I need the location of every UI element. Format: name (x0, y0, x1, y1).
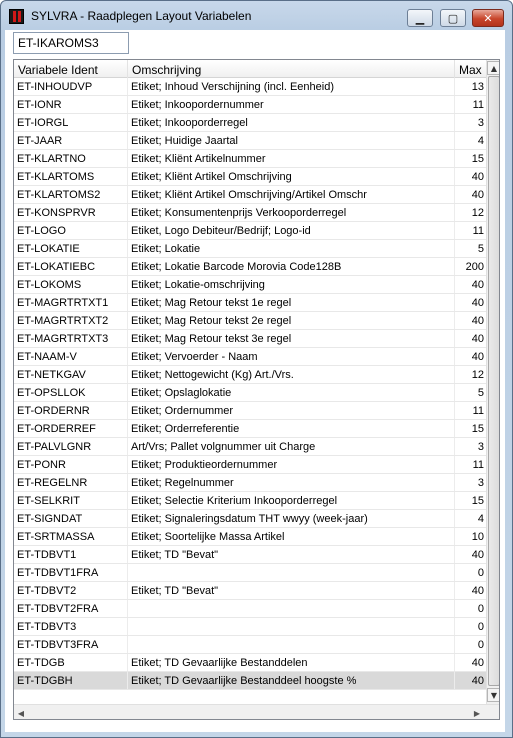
scroll-right-button[interactable]: ▶ (473, 708, 481, 718)
cell-max: 0 (477, 567, 484, 579)
cell-max: 0 (477, 621, 484, 633)
cell-description: Etiket; Ordernummer (128, 402, 455, 419)
cell-ident: ET-MAGRTRTXT3 (14, 330, 128, 347)
cell-max: 5 (477, 387, 484, 399)
cell-description: Etiket; TD "Bevat" (128, 582, 455, 599)
cell-description: Etiket; Soortelijke Massa Artikel (128, 528, 455, 545)
cell-ident: ET-SIGNDAT (14, 510, 128, 527)
cell-ident: ET-ORDERREF (14, 420, 128, 437)
cell-max: 200 (465, 261, 484, 273)
cell-max: 40 (471, 675, 484, 687)
table-row[interactable] (14, 474, 486, 492)
cell-description: Etiket; Kliënt Artikelnummer (128, 150, 455, 167)
table-row[interactable] (14, 294, 486, 312)
cell-description: Etiket; TD Gevaarlijke Bestanddelen (128, 654, 455, 671)
table-row[interactable] (14, 312, 486, 330)
cell-description: Etiket; TD Gevaarlijke Bestanddeel hoogste % (128, 672, 455, 689)
cell-description: Etiket; Mag Retour tekst 3e regel (128, 330, 455, 347)
cell-max: 11 (472, 405, 484, 417)
cell-ident: ET-PONR (14, 456, 128, 473)
cell-description: Etiket; Produktieordernummer (128, 456, 455, 473)
cell-max: 12 (471, 369, 484, 381)
horizontal-scrollbar[interactable] (14, 704, 500, 720)
cell-ident: ET-LOKOMS (14, 276, 128, 293)
table-row[interactable] (14, 528, 486, 546)
scroll-left-button[interactable]: ◀ (17, 708, 25, 718)
table-row[interactable] (14, 492, 486, 510)
table-row[interactable] (14, 672, 486, 690)
variables-table (13, 59, 500, 720)
cell-max: 13 (471, 81, 484, 93)
cell-description: Etiket; Opslaglokatie (128, 384, 455, 401)
cell-ident: ET-TDGB (14, 654, 128, 671)
table-body (14, 78, 486, 690)
maximize-button[interactable]: ▢ (440, 9, 466, 27)
cell-description: Etiket; Kliënt Artikel Omschrijving/Artikel Omschr (128, 186, 455, 203)
app-logo-icon (9, 9, 24, 24)
cell-max: 40 (471, 585, 484, 597)
cell-max: 40 (471, 657, 484, 669)
cell-max: 3 (477, 117, 484, 129)
table-header (14, 60, 486, 78)
cell-description: Etiket; Selectie Kriterium Inkooporderregel (128, 492, 455, 509)
table-row[interactable] (14, 240, 486, 258)
cell-ident: ET-SELKRIT (14, 492, 128, 509)
cell-description: Etiket; Mag Retour tekst 1e regel (128, 294, 455, 311)
cell-max: 4 (477, 513, 484, 525)
table-row[interactable] (14, 618, 486, 636)
table-row[interactable] (14, 438, 486, 456)
table-row[interactable] (14, 510, 486, 528)
table-row[interactable] (14, 186, 486, 204)
table-row[interactable] (14, 546, 486, 564)
cell-max: 3 (477, 441, 484, 453)
cell-ident: ET-INHOUDVP (14, 78, 128, 95)
table-row[interactable] (14, 276, 486, 294)
cell-max: 15 (471, 495, 484, 507)
cell-ident: ET-KONSPRVR (14, 204, 128, 221)
cell-ident: ET-MAGRTRTXT2 (14, 312, 128, 329)
column-header-ident[interactable]: Variabele Ident (14, 60, 128, 78)
cell-description: Art/Vrs; Pallet volgnummer uit Charge (128, 438, 455, 455)
cell-description: Etiket; Regelnummer (128, 474, 455, 491)
cell-ident: ET-IONR (14, 96, 128, 113)
table-row[interactable] (14, 96, 486, 114)
cell-max: 10 (471, 531, 484, 543)
cell-description: Etiket; Orderreferentie (128, 420, 455, 437)
column-header-max[interactable]: Max (459, 63, 482, 77)
table-row[interactable] (14, 420, 486, 438)
cell-max: 3 (477, 477, 484, 489)
cell-description (128, 564, 455, 581)
close-button[interactable]: ✕ (472, 9, 504, 27)
table-row[interactable] (14, 114, 486, 132)
cell-max: 40 (471, 189, 484, 201)
table-row[interactable] (14, 564, 486, 582)
cell-ident: ET-REGELNR (14, 474, 128, 491)
cell-ident: ET-TDBVT1FRA (14, 564, 128, 581)
cell-ident: ET-TDGBH (14, 672, 128, 689)
cell-max: 15 (471, 423, 484, 435)
cell-ident: ET-KLARTNO (14, 150, 128, 167)
cell-description (128, 618, 455, 635)
cell-ident: ET-KLARTOMS (14, 168, 128, 185)
cell-ident: ET-NETKGAV (14, 366, 128, 383)
cell-ident: ET-IORGL (14, 114, 128, 131)
table-row[interactable] (14, 258, 486, 276)
cell-description: Etiket; Signaleringsdatum THT wwyy (week-jaar) (128, 510, 455, 527)
cell-ident: ET-LOKATIE (14, 240, 128, 257)
table-row[interactable] (14, 456, 486, 474)
cell-ident: ET-TDBVT2FRA (14, 600, 128, 617)
cell-description: Etiket; Mag Retour tekst 2e regel (128, 312, 455, 329)
cell-description (128, 636, 455, 653)
cell-max: 4 (477, 135, 484, 147)
cell-max: 40 (471, 315, 484, 327)
cell-description: Etiket; Inkoopordernummer (128, 96, 455, 113)
table-row[interactable] (14, 636, 486, 654)
cell-max: 40 (471, 351, 484, 363)
table-row[interactable] (14, 78, 486, 96)
table-row[interactable] (14, 600, 486, 618)
cell-max: 0 (477, 603, 484, 615)
cell-ident: ET-TDBVT1 (14, 546, 128, 563)
cell-description: Etiket; Inhoud Verschijning (incl. Eenheid) (128, 78, 455, 95)
cell-max: 15 (471, 153, 484, 165)
scroll-up-button[interactable]: ▲ (487, 61, 500, 75)
table-row[interactable] (14, 348, 486, 366)
cell-max: 0 (477, 639, 484, 651)
cell-description: Etiket; Lokatie (128, 240, 455, 257)
cell-ident: ET-SRTMASSA (14, 528, 128, 545)
cell-max: 11 (472, 99, 484, 111)
table-row[interactable] (14, 366, 486, 384)
cell-max: 40 (471, 297, 484, 309)
cell-description: Etiket; Huidige Jaartal (128, 132, 455, 149)
cell-max: 40 (471, 549, 484, 561)
cell-max: 5 (477, 243, 484, 255)
table-row[interactable] (14, 402, 486, 420)
cell-description: Etiket, Logo Debiteur/Bedrijf; Logo-id (128, 222, 455, 239)
cell-description: Etiket; Nettogewicht (Kg) Art./Vrs. (128, 366, 455, 383)
table-row[interactable] (14, 582, 486, 600)
cell-ident: ET-TDBVT2 (14, 582, 128, 599)
cell-description: Etiket; Lokatie Barcode Morovia Code128B (128, 258, 455, 275)
cell-max: 40 (471, 333, 484, 345)
table-row[interactable] (14, 132, 486, 150)
column-header-description[interactable]: Omschrijving (128, 60, 455, 78)
cell-ident: ET-TDBVT3FRA (14, 636, 128, 653)
cell-description: Etiket; TD "Bevat" (128, 546, 455, 563)
cell-max: 11 (472, 225, 484, 237)
cell-ident: ET-JAAR (14, 132, 128, 149)
cell-ident: ET-LOKATIEBC (14, 258, 128, 275)
table-row[interactable] (14, 330, 486, 348)
minimize-button[interactable]: ▁ (407, 9, 433, 27)
table-row[interactable] (14, 654, 486, 672)
cell-description: Etiket; Lokatie-omschrijving (128, 276, 455, 293)
cell-description: Etiket; Kliënt Artikel Omschrijving (128, 168, 455, 185)
table-row[interactable] (14, 150, 486, 168)
table-row[interactable] (14, 204, 486, 222)
cell-description (128, 600, 455, 617)
cell-max: 12 (471, 207, 484, 219)
vertical-scrollbar[interactable] (486, 60, 500, 704)
cell-ident: ET-KLARTOMS2 (14, 186, 128, 203)
table-row[interactable] (14, 168, 486, 186)
cell-description: Etiket; Konsumentenprijs Verkooporderregel (128, 204, 455, 221)
scroll-down-button[interactable]: ▼ (487, 688, 500, 702)
cell-ident: ET-ORDERNR (14, 402, 128, 419)
cell-ident: ET-OPSLLOK (14, 384, 128, 401)
cell-ident: ET-TDBVT3 (14, 618, 128, 635)
cell-ident: ET-NAAM-V (14, 348, 128, 365)
cell-max: 40 (471, 171, 484, 183)
table-row[interactable] (14, 222, 486, 240)
cell-description: Etiket; Inkooporderregel (128, 114, 455, 131)
cell-max: 11 (472, 459, 484, 471)
scroll-thumb[interactable] (488, 76, 500, 686)
cell-ident: ET-PALVLGNR (14, 438, 128, 455)
search-input[interactable]: ET-IKAROMS3 (13, 32, 129, 54)
cell-description: Etiket; Vervoerder - Naam (128, 348, 455, 365)
cell-max: 40 (471, 279, 484, 291)
table-row[interactable] (14, 384, 486, 402)
title-bar[interactable] (1, 1, 512, 31)
cell-ident: ET-MAGRTRTXT1 (14, 294, 128, 311)
window-title: SYLVRA - Raadplegen Layout Variabelen (31, 9, 252, 23)
cell-ident: ET-LOGO (14, 222, 128, 239)
